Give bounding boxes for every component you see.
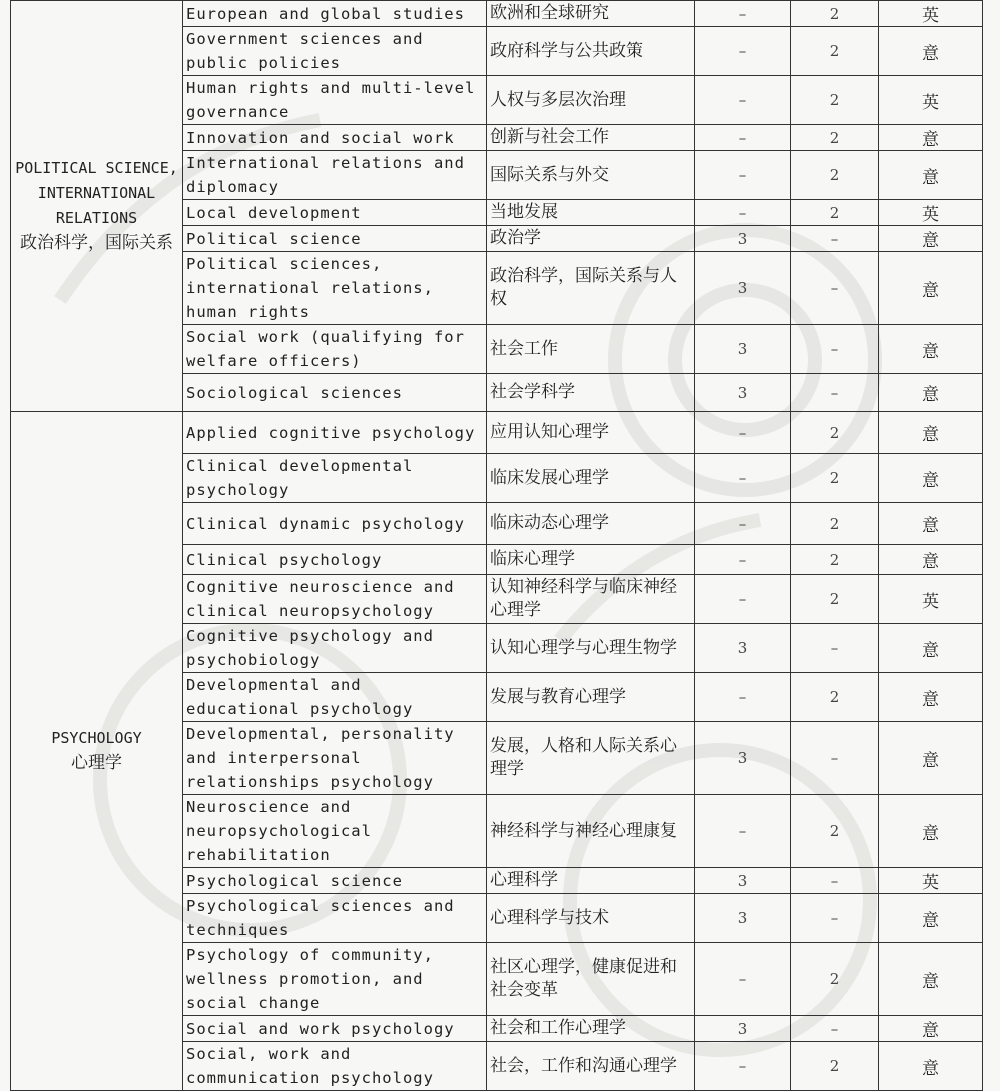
program-name-cn: 认知心理学与心理生物学 [487, 624, 695, 673]
program-name-en: Psychological science [183, 868, 487, 894]
three-year-degree: – [695, 412, 791, 454]
teaching-language: 英 [879, 76, 983, 125]
program-name-en: Neuroscience and neuropsychological rehabilitation [183, 795, 487, 868]
program-name-en: Government sciences and public policies [183, 27, 487, 76]
three-year-degree: – [695, 575, 791, 624]
program-name-en: Clinical psychology [183, 545, 487, 575]
two-year-degree: – [791, 624, 879, 673]
program-name-cn: 国际关系与外交 [487, 151, 695, 200]
two-year-degree: 2 [791, 673, 879, 722]
teaching-language: 意 [879, 545, 983, 575]
three-year-degree: – [695, 125, 791, 151]
program-name-cn: 临床心理学 [487, 545, 695, 575]
table-row [11, 1, 983, 27]
program-name-cn: 发展与教育心理学 [487, 673, 695, 722]
three-year-degree: 3 [695, 226, 791, 252]
two-year-degree: – [791, 325, 879, 374]
teaching-language: 意 [879, 503, 983, 545]
two-year-degree: 2 [791, 795, 879, 868]
teaching-language: 英 [879, 575, 983, 624]
teaching-language: 意 [879, 374, 983, 412]
two-year-degree: 2 [791, 151, 879, 200]
two-year-degree: 2 [791, 1, 879, 27]
program-name-en: Cognitive neuroscience and clinical neuropsychology [183, 575, 487, 624]
two-year-degree: 2 [791, 76, 879, 125]
three-year-degree: 3 [695, 894, 791, 943]
three-year-degree: – [695, 673, 791, 722]
three-year-degree: 3 [695, 374, 791, 412]
program-name-cn: 政治科学，国际关系与人权 [487, 252, 695, 325]
three-year-degree: – [695, 943, 791, 1016]
teaching-language: 意 [879, 722, 983, 795]
program-name-cn: 创新与社会工作 [487, 125, 695, 151]
program-name-en: Developmental and educational psychology [183, 673, 487, 722]
three-year-degree: – [695, 151, 791, 200]
program-name-cn: 社会学科学 [487, 374, 695, 412]
program-name-en: Social and work psychology [183, 1016, 487, 1042]
program-name-cn: 心理科学与技术 [487, 894, 695, 943]
teaching-language: 意 [879, 454, 983, 503]
category-name-en: POLITICAL SCIENCE, INTERNATIONAL RELATIONS [15, 159, 178, 227]
teaching-language: 意 [879, 125, 983, 151]
two-year-degree: 2 [791, 125, 879, 151]
three-year-degree: – [695, 503, 791, 545]
three-year-degree: – [695, 200, 791, 226]
program-name-cn: 临床动态心理学 [487, 503, 695, 545]
category-name-cn: 政治科学，国际关系 [20, 233, 173, 253]
teaching-language: 意 [879, 1042, 983, 1091]
program-name-en: Sociological sciences [183, 374, 487, 412]
three-year-degree: 3 [695, 325, 791, 374]
degree-table [10, 0, 983, 1091]
three-year-degree: 3 [695, 252, 791, 325]
two-year-degree: – [791, 894, 879, 943]
category-cell [11, 1, 183, 412]
two-year-degree: – [791, 722, 879, 795]
teaching-language: 意 [879, 226, 983, 252]
two-year-degree: 2 [791, 200, 879, 226]
program-name-en: Developmental, personality and interpersonal relationships psychology [183, 722, 487, 795]
three-year-degree: – [695, 795, 791, 868]
program-name-cn: 应用认知心理学 [487, 412, 695, 454]
program-name-cn: 欧洲和全球研究 [487, 1, 695, 27]
three-year-degree: – [695, 76, 791, 125]
two-year-degree: – [791, 374, 879, 412]
teaching-language: 英 [879, 200, 983, 226]
three-year-degree: – [695, 1042, 791, 1091]
two-year-degree: 2 [791, 575, 879, 624]
teaching-language: 意 [879, 252, 983, 325]
teaching-language: 意 [879, 673, 983, 722]
program-name-cn: 社会工作 [487, 325, 695, 374]
three-year-degree: 3 [695, 1016, 791, 1042]
program-name-en: Social work (qualifying for welfare officers) [183, 325, 487, 374]
teaching-language: 英 [879, 1, 983, 27]
program-name-en: Social, work and communication psychology [183, 1042, 487, 1091]
table-row [11, 412, 983, 454]
three-year-degree: – [695, 27, 791, 76]
program-name-en: Clinical dynamic psychology [183, 503, 487, 545]
category-name-cn: 心理学 [71, 753, 122, 773]
program-name-cn: 社会，工作和沟通心理学 [487, 1042, 695, 1091]
program-name-en: Political science [183, 226, 487, 252]
three-year-degree: 3 [695, 624, 791, 673]
program-name-en: Clinical developmental psychology [183, 454, 487, 503]
program-name-en: Applied cognitive psychology [183, 412, 487, 454]
teaching-language: 意 [879, 943, 983, 1016]
category-name-en: PSYCHOLOGY [51, 729, 142, 747]
program-name-en: Innovation and social work [183, 125, 487, 151]
two-year-degree: 2 [791, 943, 879, 1016]
three-year-degree: 3 [695, 722, 791, 795]
program-name-cn: 社区心理学，健康促进和社会变革 [487, 943, 695, 1016]
program-name-cn: 政府科学与公共政策 [487, 27, 695, 76]
teaching-language: 意 [879, 151, 983, 200]
teaching-language: 意 [879, 27, 983, 76]
program-name-cn: 人权与多层次治理 [487, 76, 695, 125]
program-name-cn: 心理科学 [487, 868, 695, 894]
three-year-degree: – [695, 454, 791, 503]
teaching-language: 英 [879, 868, 983, 894]
program-name-cn: 神经科学与神经心理康复 [487, 795, 695, 868]
two-year-degree: 2 [791, 503, 879, 545]
program-name-en: Political sciences, international relations, human rights [183, 252, 487, 325]
program-name-en: Psychological sciences and techniques [183, 894, 487, 943]
three-year-degree: 3 [695, 868, 791, 894]
two-year-degree: 2 [791, 545, 879, 575]
category-cell [11, 412, 183, 1091]
program-name-en: Human rights and multi-level governance [183, 76, 487, 125]
program-name-cn: 政治学 [487, 226, 695, 252]
teaching-language: 意 [879, 624, 983, 673]
program-name-en: International relations and diplomacy [183, 151, 487, 200]
teaching-language: 意 [879, 325, 983, 374]
teaching-language: 意 [879, 412, 983, 454]
two-year-degree: 2 [791, 454, 879, 503]
program-name-en: Psychology of community, wellness promotion, and social change [183, 943, 487, 1016]
program-name-en: European and global studies [183, 1, 487, 27]
two-year-degree: – [791, 1016, 879, 1042]
two-year-degree: 2 [791, 412, 879, 454]
two-year-degree: 2 [791, 27, 879, 76]
program-name-en: Cognitive psychology and psychobiology [183, 624, 487, 673]
program-name-cn: 当地发展 [487, 200, 695, 226]
program-name-cn: 社会和工作心理学 [487, 1016, 695, 1042]
program-name-cn: 临床发展心理学 [487, 454, 695, 503]
two-year-degree: – [791, 868, 879, 894]
two-year-degree: 2 [791, 1042, 879, 1091]
two-year-degree: – [791, 252, 879, 325]
program-name-cn: 发展，人格和人际关系心理学 [487, 722, 695, 795]
program-name-cn: 认知神经科学与临床神经心理学 [487, 575, 695, 624]
teaching-language: 意 [879, 1016, 983, 1042]
teaching-language: 意 [879, 795, 983, 868]
teaching-language: 意 [879, 894, 983, 943]
three-year-degree: – [695, 545, 791, 575]
three-year-degree: – [695, 1, 791, 27]
two-year-degree: – [791, 226, 879, 252]
program-name-en: Local development [183, 200, 487, 226]
